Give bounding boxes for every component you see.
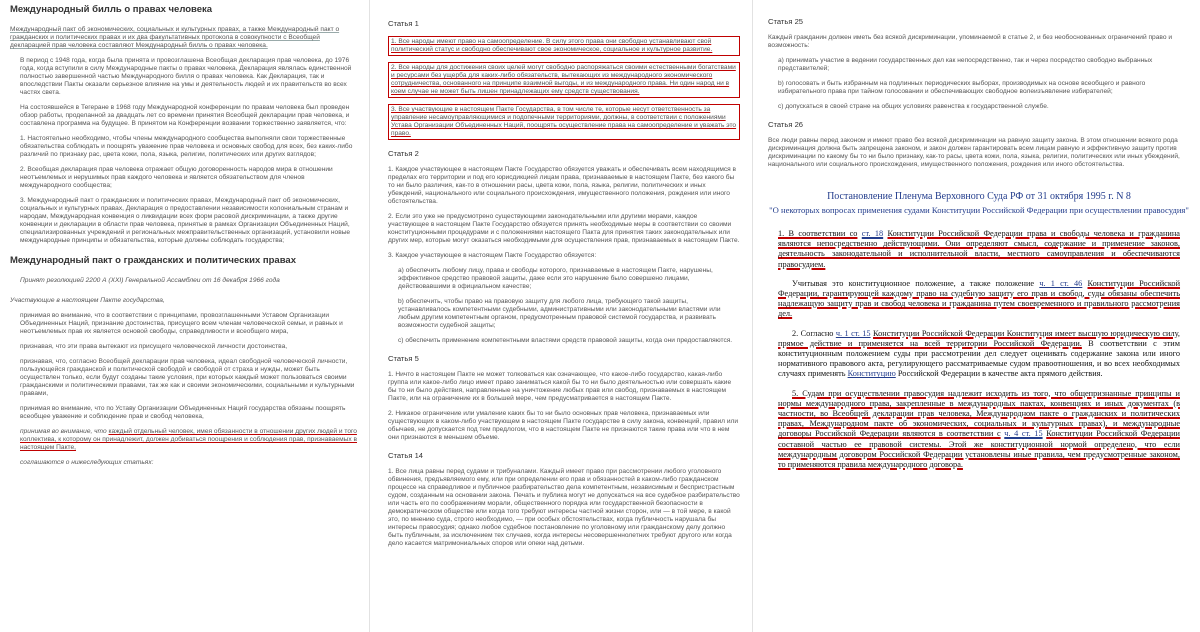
resolution-point-1b-text: Конституции Российской Федерации, гарантирующей каждому право на судебную защиту его прав и свобод, суды обязаны обеспечить надлежащую защиту прав и свобод человека и гражданина путем своевременного и правильного рассмотрения дел. — [778, 278, 1181, 319]
article-25-c: c) допускаться в своей стране на общих условиях равенства к государственной службе. — [778, 103, 1049, 110]
bill-item-1: 1. Настоятельно необходимо, чтобы члены международного сообщества выполняли свои торжественные обязательства соблюдать и поощрять уважение прав человека и основных свобод для всех, без каких-либо различий по признаку рас, цвета кожи, пола, языка, религии, политических или других взглядов; — [20, 135, 353, 158]
article-14-item-1: 1. Все лица равны перед судами и трибуналами. Каждый имеет право при рассмотрении любого уголовного обвинения, предъявляемого ему, или при определении его прав и обязанностей в каком-либо гражданском процессе на справедливое и публичное разбирательство дела компетентным, независимым и беспристрастным судом, созданным на основании закона. Печать и публика могут не допускаться на все судебное разбирательство или часть его по соображениям морали, общественного порядка или государственной безопасности в демократическом обществе или когда того требуют интересы частной жизни сторон, или — в той мере, в какой это, по мнению суда, строго необходимо, — при особых обстоятельствах, когда публичность нарушала бы интересы правосудия; однако любое судебное постановление по уголовному или гражданскому делу должно быть публичным, за исключением тех случаев, когда интересы несовершеннолетних требуют другого или когда дело касается матримониальных споров или опеки над детьми. — [388, 468, 740, 547]
preamble-5-highlight: каждый отдельный человек, имея обязанности в отношении других людей и того коллектива, к которому он принадлежит, должен добиваться поощрения и соблюдения прав, признаваемых в настоящем Пакте, — [20, 428, 358, 451]
preamble-4: принимая во внимание, что по Уставу Организации Объединенных Наций государства обязаны поощрять всеобщее уважение и соблюдение прав и свобод человека, — [20, 405, 346, 420]
resolution-point-2-end: Российской Федерации в качестве акта прямого действия. — [897, 369, 1103, 379]
preamble-1: принимая во внимание, что в соответствии с принципами, провозглашенными Уставом Организации Объединенных Наций, признание достоинства, присущего всем членам человеческой семьи, и равных и неотъемлемых прав их является основой свободы, справедливости и всеобщего мира, — [20, 312, 343, 335]
article-2-item-2: 2. Если это уже не предусмотрено существующими законодательными или другими мерами, каждое участвующее в настоящем Пакте Государство обязуется принять необходимые меры в соответствии со своими конституционными процедурами и с положениями настоящего Пакта для принятия таких законодательных или других мер, которые могут оказаться необходимыми для осуществления прав, признаваемых в настоящем Пакте. — [388, 213, 740, 244]
preamble-5 — [10, 428, 357, 452]
article-14-title: Статья 14 — [388, 451, 424, 460]
covenant-states: Участвующие в настоящем Пакте государства, — [10, 297, 165, 304]
article-2-item-3: 3. Каждое участвующее в настоящем Пакте Государство обязуется: — [388, 252, 597, 259]
article-25-title: Статья 25 — [768, 17, 804, 26]
resolution-point-1-lead: 1. В соответствии со — [778, 229, 858, 238]
article-1-item-2: 2. Все народы для достижения своих целей могут свободно распоряжаться своими естественными богатствами и ресурсами без ущерба для каких-либо обязательств, вытекающих из международного экономического сотрудничества, основанного на принципе взаимной выгоды, и из международного права. Ни один народ ни в коем случае не может быть лишен принадлежащих ему средств существования. — [388, 62, 740, 98]
resolution-title: Постановление Пленума Верховного Суда РФ от 31 октября 1995 г. N 8 — [827, 191, 1131, 202]
covenant-adopted: Принят резолюцией 2200 А (XXI) Генеральной Ассамблеи от 16 декабря 1966 года — [20, 277, 280, 284]
resolution-point-2-lead: 2. Согласно — [792, 328, 834, 338]
article-26-title: Статья 26 — [768, 120, 804, 129]
preamble-5-lead: принимая во внимание, что — [20, 428, 107, 435]
resolution-point-1b-lead: Учитывая это конституционное положение, а также положение — [792, 278, 1035, 288]
article-5-item-2: 2. Никакое ограничение или умаление каких бы то ни было основных прав человека, признаваемых или существующих в каком-либо участвующем в настоящем Пакте государстве в силу закона, конвенций, правил или обычаев, не допускается под тем предлогом, что в настоящем Пакте не признаются такие права или что в нем они признаются в меньшем объеме. — [388, 410, 739, 441]
article-5-title: Статья 5 — [388, 354, 419, 363]
article-25-intro: Каждый гражданин должен иметь без всякой дискриминации, упоминаемой в статье 2, и без необоснованных ограничений право и возможность: — [768, 34, 1172, 49]
article-2-item-3c: c) обеспечить применение компетентными властями средств правовой защиты, когда они предоставляются. — [398, 337, 733, 344]
bill-1968: На состоявшейся в Тегеране в 1968 году Международной конференции по правам человека был проведен обзор работы, проделанной за двадцать лет со времени принятия Всеобщей декларации прав человека, и составлена программа на будущее. В принятом на Конференции возвании торжественно заявляется, что: — [20, 104, 350, 127]
middle-document-panel — [378, 0, 753, 632]
bill-item-3: 3. Международный пакт о гражданских и политических правах, Международный пакт об экономических, социальных и культурных правах, Декларация о предоставлении независимости колониальным странам и народам, Международная конвенция о ликвидации всех форм расовой дискриминации, а также другие конвенции и декларации в области прав человека, принятые в рамках Организации Объединенных Наций, специализированных учреждений и региональных межправительственных организаций, установили новые международные принципы и обязательства, которые должны соблюдать государства; — [20, 197, 351, 244]
article-2-item-1: 1. Каждое участвующее в настоящем Пакте Государство обязуется уважать и обеспечивать всем находящимся в пределах его территории и под его юрисдикцией лицам права, признаваемые в настоящем Пакте, без какого бы то ни было различия, как-то в отношении расы, цвета кожи, пола, языка, религии, политических и иных убеждений, национального или социального происхождения, имущественного положения, рождения или иного обстоятельства. — [388, 166, 737, 205]
article-1-item-1: 1. Все народы имеют право на самоопределение. В силу этого права они свободно устанавливают свой политический статус и свободно обеспечивают свое экономическое, социальное и культурное развитие. — [388, 36, 740, 56]
covenant-title: Международный пакт о гражданских и политических правах — [10, 255, 296, 266]
link-art-46[interactable]: ч. 1 ст. 46 — [1039, 278, 1083, 288]
resolution-point-5-end: Конституции Российской Федерации составной частью ее правовой системы. Этой же конституционной нормой определено, что если международным договором Российской Федерации установлены иные правила, чем предусмотренные законом, то применяются правила международного договора. — [778, 429, 1180, 470]
right-document-panel — [760, 0, 1200, 632]
resolution-point-1-text: Конституции Российской Федерации права и свободы человека и гражданина являются непосредственно действующими. Они определяют смысл, содержание и применение законов, деятельность законодательной и исполнительной власти, местного самоуправления и обеспечиваются правосудием. — [778, 229, 1180, 269]
article-2-item-3b: b) обеспечить, чтобы право на правовую защиту для любого лица, требующего такой защиты, устанавливалось компетентными судебными, административными или законодательными властями или любым другим компетентным органом, предусмотренным правовой системой государства, и развивать возможности судебной защиты; — [398, 298, 721, 329]
resolution-point-2-cont: В соответствии с этим конституционным положением суды при рассмотрении дел следует оценивать содержание закона или иного нормативного правового акта, регулирующего рассматриваемые судом правоотношения, и во всех необходимых случаях применять — [778, 338, 1180, 379]
link-constitution[interactable]: Конституцию — [847, 369, 896, 379]
preamble-3: признавая, что, согласно Всеобщей декларации прав человека, идеал свободной человеческой личности, пользующейся гражданской и политической свободой и свободой от страха и нужды, может быть осуществлен только, если будут созданы такие условия, при которых каждый может пользоваться своими гражданскими и политическими правами, так же как и своими экономическими, социальными и культурными правами, — [20, 358, 355, 397]
article-5-item-1: 1. Ничто в настоящем Пакте не может толковаться как означающее, что какое-либо государство, какая-либо группа или какое-либо лицо имеет право заниматься какой бы то ни было деятельностью или совершать какие бы то ни было действия, направленные на уничтожение любых прав или свобод, признаваемых в настоящем Пакте, или на ограничение их в большей мере, чем предусматривается в настоящем Пакте. — [388, 371, 732, 402]
resolution-block — [768, 191, 1190, 470]
article-26-text: Все люди равны перед законом и имеют право без всякой дискриминации на равную защиту закона. В этом отношении всякого рода дискриминация должна быть запрещена законом, и закон должен гарантировать всем лицам равную и эффективную защиту против дискриминации по какому бы то ни было признаку, как-то расы, цвета кожи, пола, языка, религии, политических или иных убеждений, национального или социального происхождения, имущественного положения, рождения или иного обстоятельства. — [768, 137, 1180, 168]
resolution-point-5 — [768, 389, 1190, 471]
link-art-15-4[interactable]: ч. 4 ст. 15 — [1004, 429, 1043, 439]
resolution-subtitle: "О некоторых вопросах применения судами Конституции Российской Федерации при осуществлении правосудия" — [769, 205, 1189, 215]
link-art-15-1[interactable]: ч. 1 ст. 15 — [835, 328, 871, 338]
resolution-point-2-text: Конституции Российской Федерации Конституция имеет высшую юридическую силу, прямое действие и применяется на всей территории Российской Федерации. — [778, 328, 1181, 348]
covenant-agree: соглашаются о нижеследующих статьях: — [20, 459, 154, 466]
left-document-panel — [0, 0, 370, 632]
bill-item-2: 2. Всеобщая декларация прав человека отражает общую договоренность народов мира в отношении неотъемлемых и нерушимых прав каждого человека и является обязательством для членов международного сообщества; — [20, 166, 333, 189]
resolution-point-1b — [768, 279, 1190, 320]
link-art-18[interactable]: ст. 18 — [861, 229, 884, 238]
preamble-2: признавая, что эти права вытекают из присущего человеческой личности достоинства, — [20, 343, 288, 350]
article-2-item-3a: a) обеспечить любому лицу, права и свободы которого, признаваемые в настоящем Пакте, нарушены, эффективное средство правовой защиты, даже если это нарушение было совершено лицами, действовавшими в официальном качестве; — [398, 267, 713, 290]
resolution-point-5-text: 5. Судам при осуществлении правосудия надлежит исходить из того, что общепризнанные принципы и нормы международного права, закрепленные в международных пактах, конвенциях и иных документах (в частности, во Всеобщей декларации прав человека, Международном пакте о гражданских и политических правах, Международном пакте об экономических, социальных и культурных правах), и международные договоры Российской Федерации являются в соответствии с — [778, 388, 1180, 439]
article-1-title: Статья 1 — [388, 19, 419, 28]
bill-title: Международный билль о правах человека — [10, 4, 213, 15]
resolution-point-2 — [768, 329, 1190, 380]
resolution-point-1 — [768, 229, 1190, 270]
article-2-title: Статья 2 — [388, 149, 419, 158]
bill-1948: В период с 1948 года, когда была принята и провозглашена Всеобщая декларация прав человека, до 1976 года, когда вступили в силу Международные пакты о правах человека, Декларация являлась единственной полностью завершенной частью Международного билля о правах человека. Как Декларация, так и впоследствии Пакты оказали серьезное влияние на умы и деятельность людей и их правительств во всех частях света. — [20, 57, 352, 96]
article-1-item-3: 3. Все участвующие в настоящем Пакте Государства, в том числе те, которые несут ответственность за управление несамоуправляющимися и подопечными территориями, должны, в соответствии с положениями Устава Организации Объединенных Наций, поощрять осуществление права на самоопределение и уважать это право. — [388, 104, 740, 140]
article-25-a: a) принимать участие в ведении государственных дел как непосредственно, так и через посредство свободно выбранных представителей; — [778, 57, 1153, 72]
article-25-b: b) голосовать и быть избранным на подлинных периодических выборах, производимых на основе всеобщего и равного избирательного права при тайном голосовании и обеспечивающих свободное волеизъявление избирателей; — [778, 80, 1146, 95]
bill-intro: Международный пакт об экономических, социальных и культурных правах, а также Международный пакт о гражданских и политических правах и их два факультативных протокола в совокупности с Всеобщей декларацией прав человека составляют Международный билль о правах человека. — [10, 26, 340, 49]
